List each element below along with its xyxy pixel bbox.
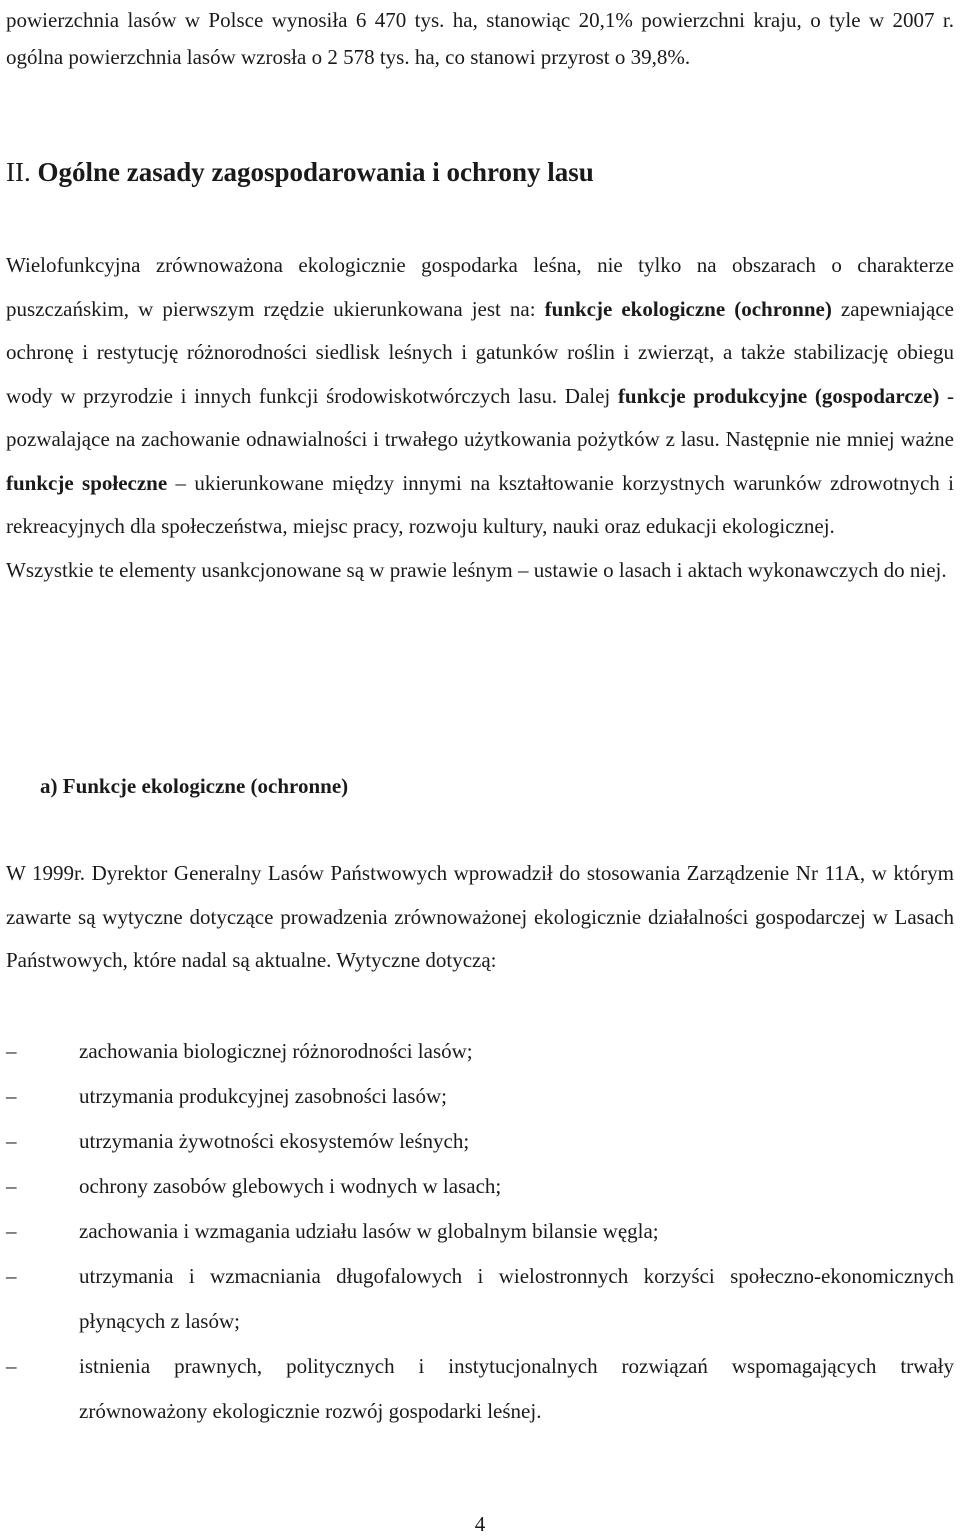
section-title: Ogólne zasady zagospodarowania i ochrony lasu: [37, 157, 594, 187]
section-body: [6, 244, 954, 592]
list-item-text: utrzymania i wzmacniania długofalowych i wielostronnych korzyści społeczno-ekonomicznych płynących z lasów;: [79, 1264, 954, 1333]
list-item: [6, 1164, 954, 1209]
list-item-text: zachowania biologicznej różnorodności lasów;: [79, 1039, 473, 1063]
list-item: [6, 1119, 954, 1164]
list-item: [6, 1074, 954, 1119]
dash-bullet: –: [6, 1174, 17, 1198]
subsection-heading: a) Funkcje ekologiczne (ochronne): [40, 774, 349, 798]
dash-bullet: –: [6, 1219, 17, 1243]
text-run: zapewniające ochronę i restytucję różnorodności siedlisk leśnych i gatunków roślin i zwierząt, a także stabilizację obiegu wody w przyrodzie i innych funkcji środowiskotwórczych lasu. Dalej: [6, 296, 954, 408]
bold-term-social: funkcje społeczne: [6, 470, 168, 495]
bold-term-ecological: funkcje ekologiczne (ochronne): [544, 296, 832, 321]
dash-bullet: –: [6, 1354, 17, 1378]
section-number: II.: [6, 157, 31, 187]
guidelines-list: [6, 1029, 954, 1434]
dash-bullet: –: [6, 1129, 17, 1153]
list-item-text: ochrony zasobów glebowych i wodnych w lasach;: [79, 1174, 502, 1198]
dash-bullet: –: [6, 1039, 17, 1063]
list-item-text: istnienia prawnych, politycznych i instytucjonalnych rozwiązań wspomagających trwały zrównoważony ekologicznie rozwój gospodarki leśnej.: [79, 1354, 954, 1423]
list-item-text: zachowania i wzmagania udziału lasów w globalnym bilansie węgla;: [79, 1219, 659, 1243]
text-run: – ukierunkowane między innymi na kształtowanie korzystnych warunków zdrowotnych i rekreacyjnych dla społeczeństwa, miejsc pracy, rozwoju kultury, nauki oraz edukacji ekologicznej.: [6, 470, 954, 538]
intro-paragraph: powierzchnia lasów w Polsce wynosiła 6 470 tys. ha, stanowiąc 20,1% powierzchni kraju, o tyle w 2007 r. ogólna powierzchnia lasów wzrosła o 2 578 tys. ha, co stanowi przyrost o 39,8%.: [6, 8, 954, 69]
list-item: [6, 1029, 954, 1074]
dash-bullet: –: [6, 1084, 17, 1108]
list-item-text: utrzymania produkcyjnej zasobności lasów;: [79, 1084, 447, 1108]
text-run: Wielofunkcyjna zrównoważona ekologicznie gospodarka leśna, nie tylko na obszarach o charakterze puszczańskim, w pierwszym rzędzie ukierunkowana jest na:: [6, 253, 954, 321]
dash-bullet: –: [6, 1264, 17, 1288]
list-item: [6, 1344, 954, 1434]
list-item-text: utrzymania żywotności ekosystemów leśnych;: [79, 1129, 470, 1153]
guidelines-intro: [6, 852, 954, 983]
section-heading: [6, 150, 954, 194]
bold-term-production: funkcje produkcyjne (gospodarcze): [617, 383, 940, 408]
functions-paragraph: [6, 244, 954, 549]
list-item: [6, 1254, 954, 1344]
guidelines-paragraph: W 1999r. Dyrektor Generalny Lasów Państwowych wprowadził do stosowania Zarządzenie Nr 11A, w którym zawarte są wytyczne dotyczące prowadzenia zrównoważonej ekologicznie działalności gospodarczej w Lasach Państwowych, które nadal są aktualne. Wytyczne dotyczą:: [6, 861, 954, 972]
page-number: 4: [474, 1512, 486, 1536]
list-item: [6, 1209, 954, 1254]
legal-paragraph: Wszystkie te elementy usankcjonowane są w prawie leśnym – ustawie o lasach i aktach wykonawczych do niej.: [6, 557, 947, 582]
text-run: - pozwalające na zachowanie odnawialności i trwałego użytkowania pożytków z lasu. Następnie nie mniej ważne: [6, 383, 955, 451]
